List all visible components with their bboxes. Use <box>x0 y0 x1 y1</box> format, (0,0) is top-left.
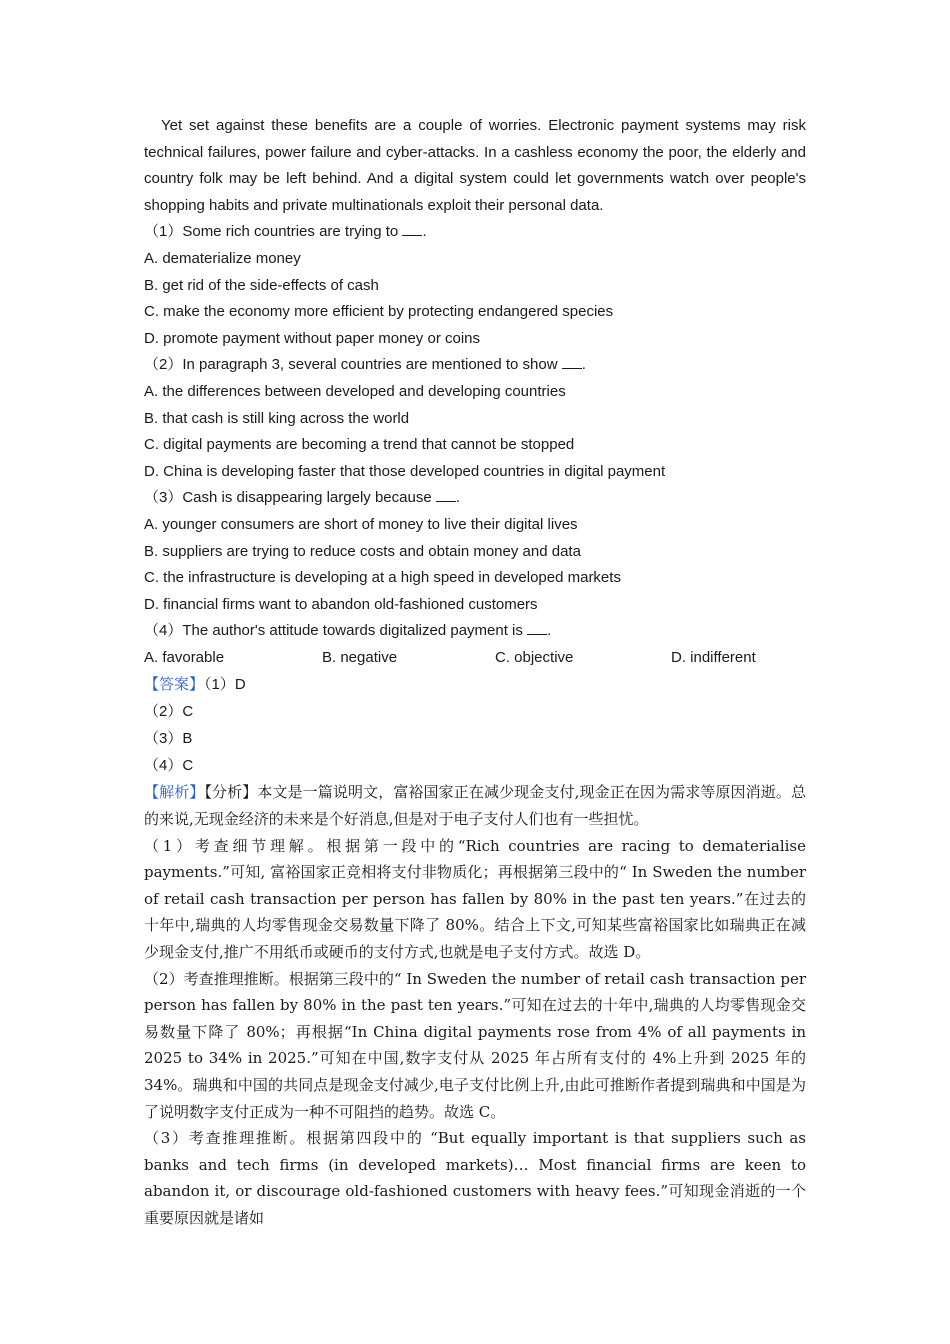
question-3-option-d: D. financial firms want to abandon old-fashioned customers <box>144 595 538 613</box>
question-1-stem: （1）Some rich countries are trying to . <box>144 223 427 241</box>
answer-blank <box>562 354 582 369</box>
question-1-text: （1）Some rich countries are trying to <box>144 223 403 241</box>
answer-item-1: （1）D <box>204 676 246 694</box>
question-2-stem: （2）In paragraph 3, several countries are mentioned to show . <box>144 356 586 374</box>
answer-blank <box>527 620 547 635</box>
question-1-option-d: D. promote payment without paper money or coins <box>144 329 480 347</box>
question-1-option-c: C. make the economy more efficient by protecting endangered species <box>144 303 614 321</box>
analysis-intro: 【解析】【分析】本文是一篇说明文，富裕国家正在减少现金支付,现金正在因为需求等原因消逝。总的来说,无现金经济的未来是个好消息,但是对于电子支付人们也有一些担忧。 <box>144 783 806 829</box>
question-3-option-c: C. the infrastructure is developing at a high speed in developed markets <box>144 569 621 587</box>
question-1-option-a: A. dematerialize money <box>144 249 301 267</box>
analysis-tag: 【解析】 <box>144 783 205 802</box>
answer-blank <box>402 221 422 236</box>
question-3-option-b: B. suppliers are trying to reduce costs and obtain money and data <box>144 542 581 560</box>
answer-item-4: （4）C <box>144 757 194 775</box>
question-1-option-b: B. get rid of the side-effects of cash <box>144 276 379 294</box>
document-content <box>144 113 806 1232</box>
question-2-option-d: D. China is developing faster that those developed countries in digital payment <box>144 462 666 480</box>
analysis-paragraph-1: （1）考查细节理解。根据第一段中的“Rich countries are racing to dematerialise payments.”可知, 富裕国家正竞相将支付非物质化；再根据第三段中的“ In Sweden the number of retail cash transaction per person has fallen by 80% in the past ten years.”在过去的十年中,瑞典的人均零售现金交易数量下降了 80%。结合上下文,可知某些富裕国家比如瑞典正在减少现金支付,推广不用纸币或硬币的支付方式,也就是电子支付方式。故选 D。 <box>144 836 806 962</box>
question-4-option-a: A. favorable <box>144 648 225 666</box>
answer-item-2: （2）C <box>144 703 194 721</box>
question-4-stem: （4）The author's attitude towards digitalized payment is . <box>144 622 552 640</box>
question-4-option-d: D. indifferent <box>671 648 756 666</box>
question-2-option-b: B. that cash is still king across the world <box>144 409 410 427</box>
answer-item-3: （3）B <box>144 730 193 748</box>
question-3-option-a: A. younger consumers are short of money to live their digital lives <box>144 515 578 533</box>
question-4-options <box>144 645 806 672</box>
question-4-option-b: B. negative <box>322 648 398 666</box>
analysis-paragraph-2: （2）考查推理推断。根据第三段中的“ In Sweden the number of retail cash transaction per person has fallen by 80% in the past ten years.”可知在过去的十年中,瑞典的人均零售现金交易数量下降了 80%；再根据“In China digital payments rose from 4% of all payments in 2025 to 34% in 2025.”可知在中国,数字支付从 2025 年占所有支付的 4%上升到 2025 年的 34%。瑞典和中国的共同点是现金支付减少,电子支付比例上升,由此可推断作者提到瑞典和中国是为了说明数字支付正成为一种不可阻挡的趋势。故选 C。 <box>144 969 806 1121</box>
answer-tag: 【答案】 <box>144 675 205 694</box>
question-4-option-c: C. objective <box>495 648 574 666</box>
analysis-paragraph-3: （3）考查推理推断。根据第四段中的 “But equally important is that suppliers such as banks and tech firms (in developed markets)… Most financial firms are keen to abandon it, or discourage old-fashioned customers with heavy fees.”可知现金消逝的一个重要原因就是诸如 <box>144 1129 806 1227</box>
passage-paragraph: Yet set against these benefits are a couple of worries. Electronic payment systems may risk technical failures, power failure and cyber-attacks. In a cashless economy the poor, the elderly and country folk may be left behind. And a digital system could let governments watch over people's shopping habits and private multinationals exploit their personal data. <box>144 117 806 214</box>
question-2-option-c: C. digital payments are becoming a trend that cannot be stopped <box>144 436 575 454</box>
question-2-option-a: A. the differences between developed and developing countries <box>144 382 566 400</box>
answer-blank <box>436 487 456 502</box>
question-3-stem: （3）Cash is disappearing largely because . <box>144 489 460 507</box>
question-4-text: （4）The author's attitude towards digitalized payment is <box>144 622 528 640</box>
question-2-text: （2）In paragraph 3, several countries are mentioned to show <box>144 356 562 374</box>
answer-line-1 <box>144 671 806 698</box>
question-3-text: （3）Cash is disappearing largely because <box>144 489 436 507</box>
